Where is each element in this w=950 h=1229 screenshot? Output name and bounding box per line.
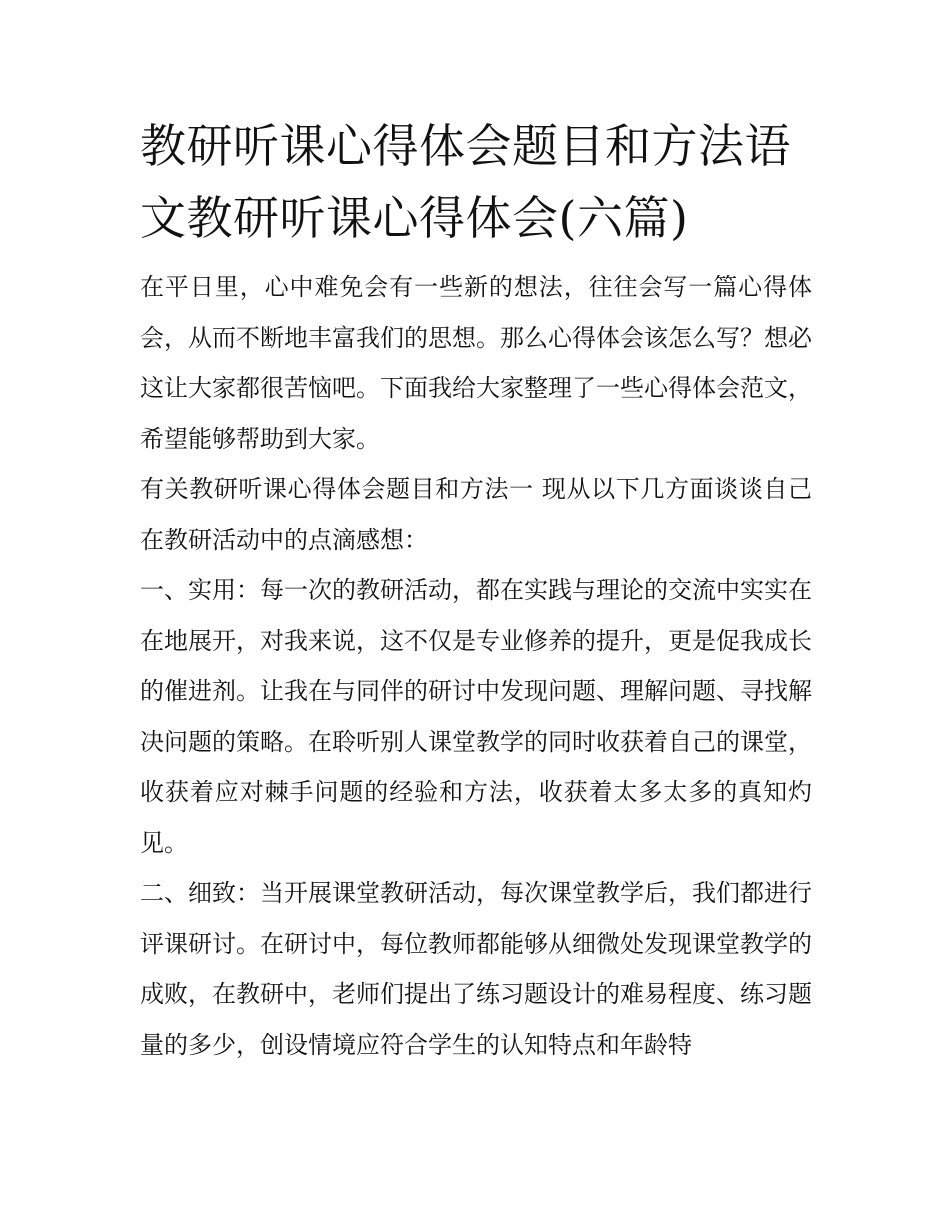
document-page [140, 110, 812, 1070]
document-title: 教研听课心得体会题目和方法语文教研听课心得体会(六篇) [140, 119, 791, 245]
paragraph-point-practical: 一、实用：每一次的教研活动，都在实践与理论的交流中实实在在地展开，对我来说，这不仅是专业修养的提升，更是促我成长的催进剂。让我在与同伴的研讨中发现问题、理解问题、寻找解决问题的策略。在聆听别人课堂教学的同时收获着自己的课堂，收获着应对棘手问题的经验和方法，收获着太多太多的真知灼见。 [140, 576, 812, 857]
paragraph-section-one-lead: 有关教研听课心得体会题目和方法一 现从以下几方面谈谈自己在教研活动中的点滴感想： [140, 475, 812, 554]
paragraph-intro: 在平日里，心中难免会有一些新的想法，往往会写一篇心得体会，从而不断地丰富我们的思想。那么心得体会该怎么写？想必这让大家都很苦恼吧。下面我给大家整理了一些心得体会范文，希望能够帮助到大家。 [140, 273, 812, 453]
paragraph-point-detailed: 二、细致：当开展课堂教研活动，每次课堂教学后，我们都进行评课研讨。在研讨中，每位教师都能够从细微处发现课堂教学的成败，在教研中，老师们提出了练习题设计的难易程度、练习题量的多少，创设情境应符合学生的认知特点和年龄特 [140, 879, 812, 1059]
